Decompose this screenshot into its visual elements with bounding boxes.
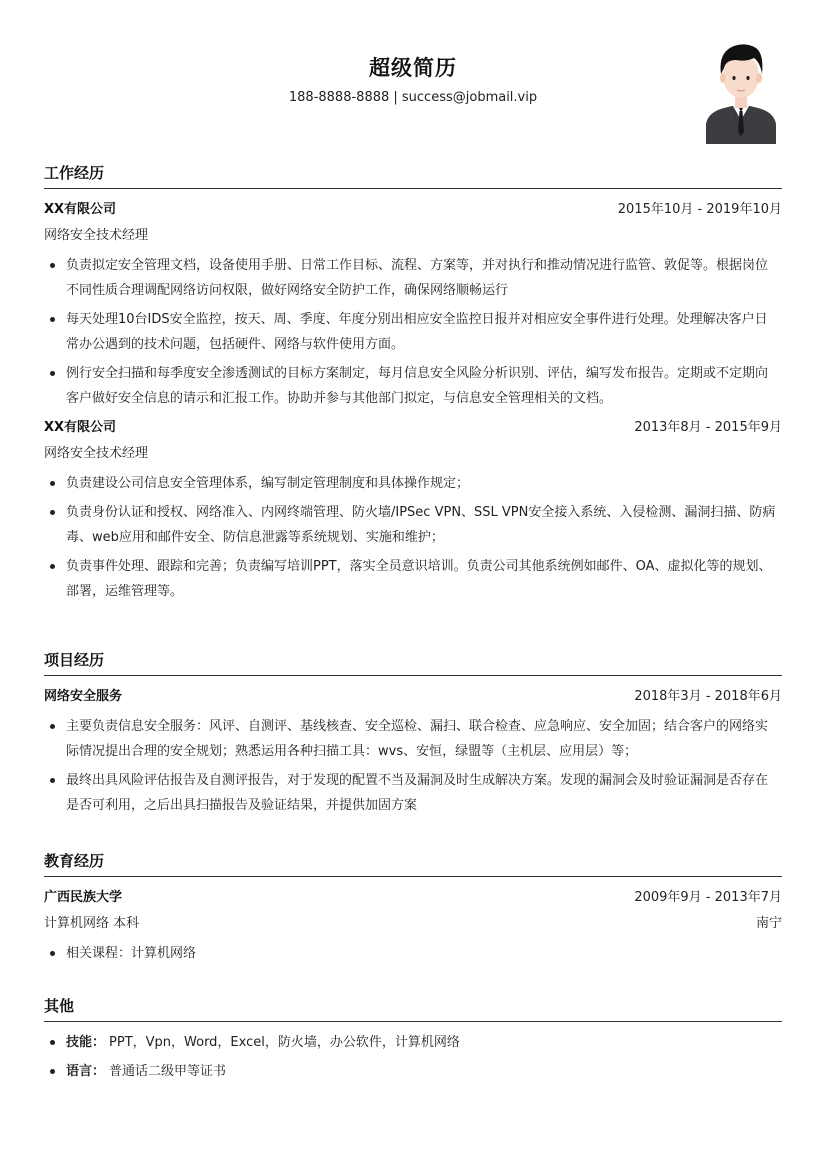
work-period: 2013年8月 - 2015年9月: [634, 420, 782, 435]
skills-value: PPT，Vpn，Word，Excel，防火墙，办公软件，计算机网络: [109, 1035, 460, 1050]
avatar-photo: [702, 40, 780, 144]
project-duties: [44, 714, 782, 818]
work-duties: [44, 471, 782, 604]
job-role: [44, 223, 782, 249]
list-item: 负责拟定安全管理文档，设备使用手册、日常工作目标、流程、方案等，并对执行和推动情况进行监管、敦促等。根据岗位不同性质合理调配网络访问权限，做好网络安全防护工作，确保网络顺畅运行: [44, 253, 782, 303]
language-label: 语言：: [66, 1064, 106, 1079]
company-name: XX有限公司: [44, 202, 117, 217]
education-period: 2009年9月 - 2013年7月: [634, 890, 782, 905]
work-entry-header: [44, 197, 782, 223]
school-name: 广西民族大学: [44, 890, 123, 905]
list-item: 负责身份认证和授权、网络准入、内网终端管理、防火墙/IPSec VPN、SSL VPN安全接入系统、入侵检测、漏洞扫描、防病毒、web应用和邮件安全、防信息泄露等系统规划、实施和维护；: [44, 500, 782, 550]
education-section-title: 教育经历: [44, 852, 105, 870]
section-divider: [44, 1021, 782, 1022]
job-role: [44, 441, 782, 467]
list-item: 主要负责信息安全服务：风评、自测评、基线核查、安全巡检、漏扫、联合检查、应急响应、安全加固；结合客户的网络实际情况提出合理的安全规划；熟悉运用各种扫描工具：wvs、安恒，绿盟等（主机层、应用层）等；: [44, 714, 782, 764]
work-section-title: 工作经历: [44, 164, 105, 182]
work-section: [44, 161, 782, 608]
resume-name: 超级简历: [369, 56, 457, 80]
education-notes: [44, 941, 782, 966]
skills-label: 技能：: [66, 1035, 106, 1050]
list-item: 最终出具风险评估报告及自测评报告，对于发现的配置不当及漏洞及时生成解决方案。发现的漏洞会及时验证漏洞是否存在是否可利用，之后出具扫描报告及验证结果，并提供加固方案: [44, 768, 782, 818]
degree-text: 计算机网络 本科: [44, 916, 140, 931]
education-detail: [44, 911, 782, 937]
education-entry-header: [44, 885, 782, 911]
skills-item: [44, 1030, 782, 1055]
list-item: 例行安全扫描和每季度安全渗透测试的目标方案制定，每月信息安全风险分析识别、评估，编写发布报告。定期或不定期向客户做好安全信息的请示和汇报工作。协助并参与其他部门拟定，与信息安全管理相关的文档。: [44, 361, 782, 411]
language-value: 普通话二级甲等证书: [109, 1064, 227, 1079]
work-entry-header: [44, 415, 782, 441]
project-name: 网络安全服务: [44, 689, 123, 704]
list-item: 负责建设公司信息安全管理体系，编写制定管理制度和具体操作规定；: [44, 471, 782, 496]
other-section-title: 其他: [44, 997, 75, 1015]
role-text: 网络安全技术经理: [44, 446, 149, 461]
work-period: 2015年10月 - 2019年10月: [617, 202, 782, 217]
contact-info: 188-8888-8888 | success@jobmail.vip: [288, 90, 538, 105]
projects-section: [44, 648, 782, 822]
other-list: [44, 1030, 782, 1084]
role-text: 网络安全技术经理: [44, 228, 149, 243]
projects-section-title: 项目经历: [44, 651, 105, 669]
company-name: XX有限公司: [44, 420, 117, 435]
other-section: [44, 994, 782, 1088]
project-entry-header: [44, 684, 782, 710]
list-item: 负责事件处理、跟踪和完善；负责编写培训PPT，落实全员意识培训。负责公司其他系统例如邮件、OA、虚拟化等的规划、部署，运维管理等。: [44, 554, 782, 604]
education-section: [44, 849, 782, 970]
language-item: [44, 1059, 782, 1084]
list-item: 每天处理10台IDS安全监控，按天、周、季度、年度分别出相应安全监控日报并对相应安全事件进行处理。处理解决客户日常办公遇到的技术问题，包括硬件、网络与软件使用方面。: [44, 307, 782, 357]
work-duties: [44, 253, 782, 411]
project-period: 2018年3月 - 2018年6月: [634, 689, 782, 704]
location-text: 南宁: [755, 916, 782, 931]
list-item: 相关课程：计算机网络: [44, 941, 782, 966]
